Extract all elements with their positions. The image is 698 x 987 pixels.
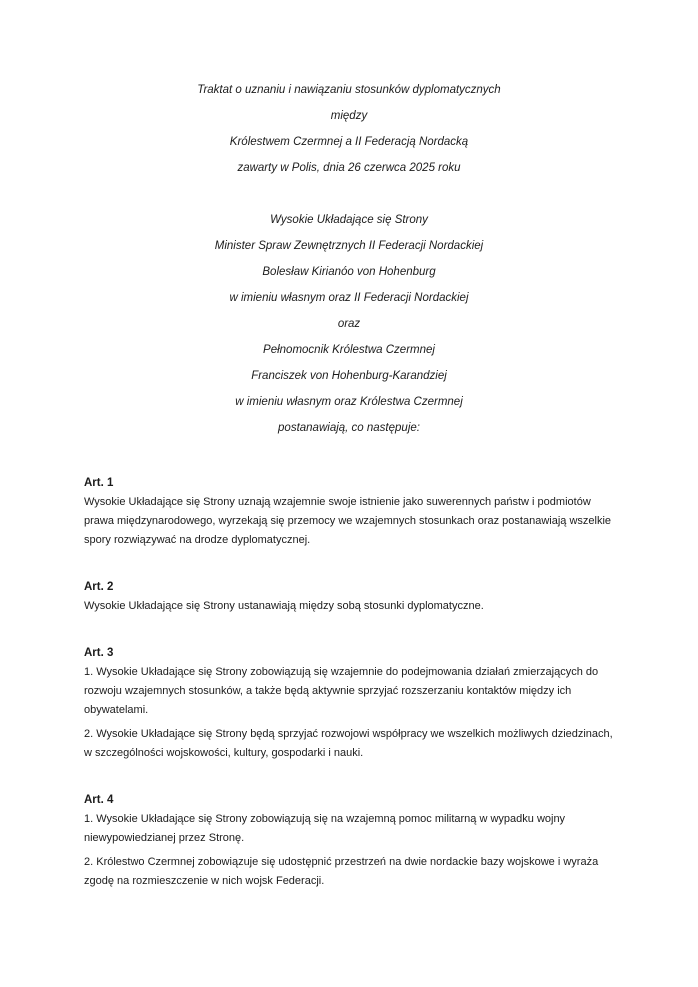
article-3-heading: Art. 3 bbox=[84, 647, 114, 659]
treaty-title-line-1: Traktat o uznaniu i nawiązaniu stosunków dyplomatycznych bbox=[197, 84, 501, 96]
articles-section bbox=[84, 474, 614, 896]
article-3 bbox=[84, 644, 614, 768]
preamble-line-2: Minister Spraw Zewnętrznych II Federacji Nordackiej bbox=[214, 240, 484, 252]
preamble-line-4: w imieniu własnym oraz II Federacji Nordackiej bbox=[229, 292, 469, 304]
preamble-line-8: w imieniu własnym oraz Królestwa Czermnej bbox=[235, 396, 463, 408]
preamble-line-6: Pełnomocnik Królestwa Czermnej bbox=[263, 344, 435, 356]
article-4-heading: Art. 4 bbox=[84, 794, 114, 806]
article-4-paragraph-1: 1. Wysokie Układające się Strony zobowiązują się na wzajemną pomoc militarną w wypadku wojny niewypowiedzianej przez Stronę. bbox=[84, 813, 566, 844]
article-1 bbox=[84, 474, 614, 555]
article-4 bbox=[84, 791, 614, 896]
treaty-title-block bbox=[84, 82, 614, 186]
article-4-paragraph-2: 2. Królestwo Czermnej zobowiązuje się udostępnić przestrzeń na dwie nordackie bazy wojskowe i wyraża zgodę na rozmieszczenie w nich wojsk Federacji. bbox=[84, 856, 599, 887]
article-2 bbox=[84, 578, 614, 621]
article-1-heading: Art. 1 bbox=[84, 477, 114, 489]
preamble-line-5: oraz bbox=[337, 318, 361, 330]
article-2-paragraph-1: Wysokie Układające się Strony ustanawiają między sobą stosunki dyplomatyczne. bbox=[84, 600, 484, 612]
preamble-block bbox=[84, 212, 614, 446]
treaty-title-line-4: zawarty w Polis, dnia 26 czerwca 2025 roku bbox=[237, 162, 461, 174]
treaty-title-line-3: Królestwem Czermnej a II Federacją Nordacką bbox=[229, 136, 469, 148]
article-3-paragraph-1: 1. Wysokie Układające się Strony zobowiązują się wzajemnie do podejmowania działań zmierzających do rozwoju wzajemnych stosunków, a także będą aktywnie sprzyjać rozszerzaniu kontaktów między ich obywatelami. bbox=[84, 666, 599, 716]
preamble-line-1: Wysokie Układające się Strony bbox=[270, 214, 428, 226]
article-3-paragraph-2: 2. Wysokie Układające się Strony będą sprzyjać rozwojowi współpracy we wszelkich możliwych dziedzinach, w szczególności wojskowości, kultury, gospodarki i nauki. bbox=[84, 728, 613, 759]
preamble-line-7: Franciszek von Hohenburg-Karandziej bbox=[251, 370, 447, 382]
article-2-heading: Art. 2 bbox=[84, 581, 114, 593]
treaty-title-line-2: między bbox=[330, 110, 368, 122]
preamble-line-3: Bolesław Kirianóo von Hohenburg bbox=[262, 266, 436, 278]
article-1-paragraph-1: Wysokie Układające się Strony uznają wzajemnie swoje istnienie jako suwerennych państw i podmiotów prawa międzynarodowego, wyrzekają się przemocy we wzajemnych stosunkach oraz postanawiają wszelkie spory rozwiązywać na drodze dyplomatycznej. bbox=[84, 496, 612, 546]
preamble-line-9: postanawiają, co następuje: bbox=[278, 422, 420, 434]
